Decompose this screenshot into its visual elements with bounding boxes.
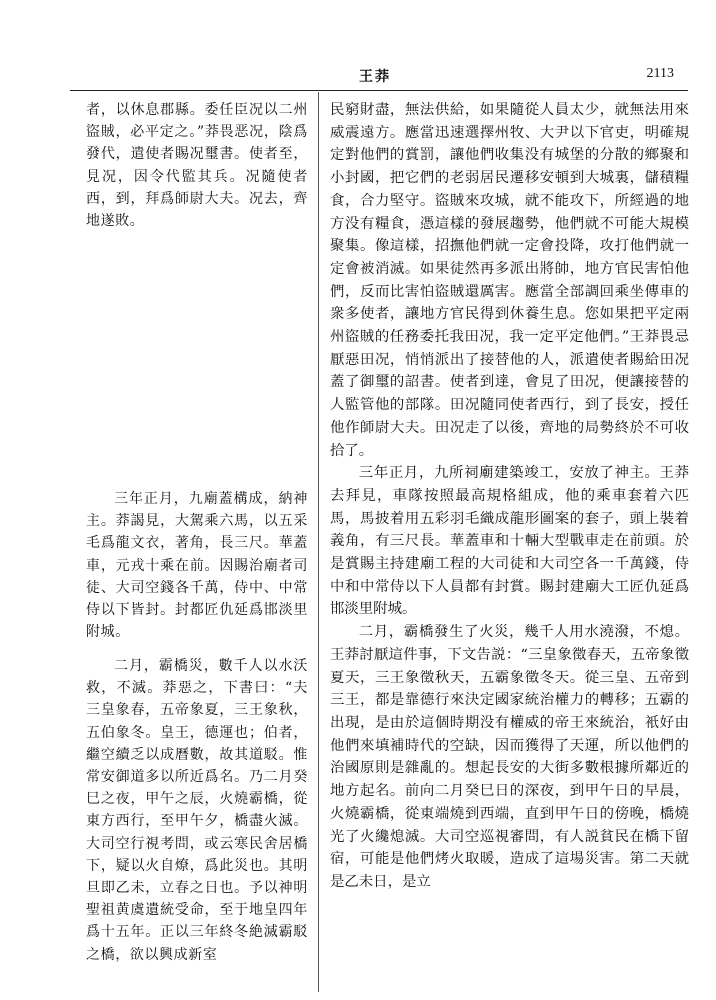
- modern-paragraph-2: 三年正月，九所祠廟建築竣工，安放了神主。王莽去拜見，車隊按照最高規格組成，他的乘車套着六匹馬，馬披着用五彩羽毛織成龍形圖案的套子，頭上裝着義角，有三尺長。華蓋車和十輛大型戰車走在前頭。於是賞賜主持建廟工程的大司徒和大司空各一千萬錢，侍中和中常侍以下人員都有封賞。賜封建廟大工匠仇延爲邯淡里附城。: [330, 465, 689, 618]
- page-header: [70, 62, 680, 88]
- column-divider: [318, 92, 319, 992]
- modern-paragraph-1: 民窮財盡，無法供給，如果隨從人員太少，就無法用來威震遠方。應當迅速選擇州牧、大尹以下官吏，明確規定對他們的賞罰，讓他們收集没有城堡的分散的鄉聚和小封國，把它們的老弱居民遷移安頓到大城裏，儲積糧食，合力堅守。盜賊來攻城，就不能攻下，所經過的地方没有糧食，憑這樣的發展趨勢，他們就不可能大規模聚集。像這樣，招撫他們就一定會投降，攻打他們就一定會被消滅。如果徒然再多派出將帥，地方官民害怕他們，反而比害怕盜賊還厲害。應當全部調回乘坐傳車的衆多使者，讓地方官民得到休養生息。您如果把平定兩州盜賊的任務委托我田况，我一定平定他們。”王莽畏忌厭惡田况，悄悄派出了接替他的人，派遣使者賜給田况蓋了御璽的詔書。使者到達，會見了田况，便讓接替的人監管他的部隊。田况隨同使者西行，到了長安，授任他作師尉大夫。田况走了以後，齊地的局勢終於不可收拾了。: [330, 102, 689, 459]
- page-number: 2113: [646, 66, 674, 81]
- running-title: 王莽: [359, 69, 391, 85]
- classical-paragraph-2: [86, 488, 308, 643]
- modern-translation-column: [330, 99, 689, 894]
- classical-paragraph-3: [86, 655, 308, 966]
- classical-paragraph-1: [86, 99, 308, 232]
- classical-text: 者，以休息郡縣。委任臣况以二州盜賊，必平定之。”莽畏恶况，陰爲發代，遣使者賜况璽書。使者至，見况，因令代監其兵。况隨使者西，到，拜爲師尉大夫。况去，齊地遂敗。: [86, 102, 308, 230]
- header-rule: [70, 90, 688, 91]
- modern-paragraph-3: 二月，霸橋發生了火災，幾千人用水澆潑，不熄。王莽討厭這件事，下文告説：“三皇象徵春天，五帝象徵夏天，三王象徵秋天，五霸象徵冬天。從三皇、五帝到三王，都是靠德行來決定國家統治權力的轉移；五霸的出現，是由於這個時期没有權威的帝王來統治，衹好由他們來填補時代的空缺，因而獲得了天運，所以他們的治國原則是雜亂的。想起長安的大街多數根據所鄰近的地方起名。前向二月癸巳日的深夜，到甲午日的早晨，火燒霸橋，從東端燒到西端，直到甲午日的傍晚，橋燒光了火纔熄滅。大司空巡視審問，有人説貧民在橋下留宿，可能是他們烤火取暖，造成了這場災害。第二天就是乙未日，是立: [330, 624, 689, 890]
- classical-text: 二月，霸橋災，數千人以水沃救，不滅。莽惡之，下書曰：“夫三皇象春，五帝象夏，三王象秋，五伯象冬。皇王，德運也；伯者，繼空續乏以成曆數，故其道駁。惟常安御道多以所近爲名。乃二月癸巳之夜，甲午之辰，火燒霸橋，從東方西行，至甲午夕，橋盡火滅。大司空行視考問，或云寒民舍居橋下，疑以火自燎，爲此災也。其明旦即乙未，立春之日也。予以神明聖祖黄虞遺統受命，至于地皇四年爲十五年。正以三年終冬絶滅霸駁之橋，欲以興成新室: [86, 658, 308, 963]
- classical-text: 三年正月，九廟蓋構成，納神主。莽謁見，大駕乘六馬，以五采毛爲龍文衣，著角，長三尺。華蓋車，元戎十乘在前。因賜治廟者司徒、大司空錢各千萬，侍中、中常侍以下皆封。封都匠仇延爲邯淡里附城。: [86, 491, 308, 641]
